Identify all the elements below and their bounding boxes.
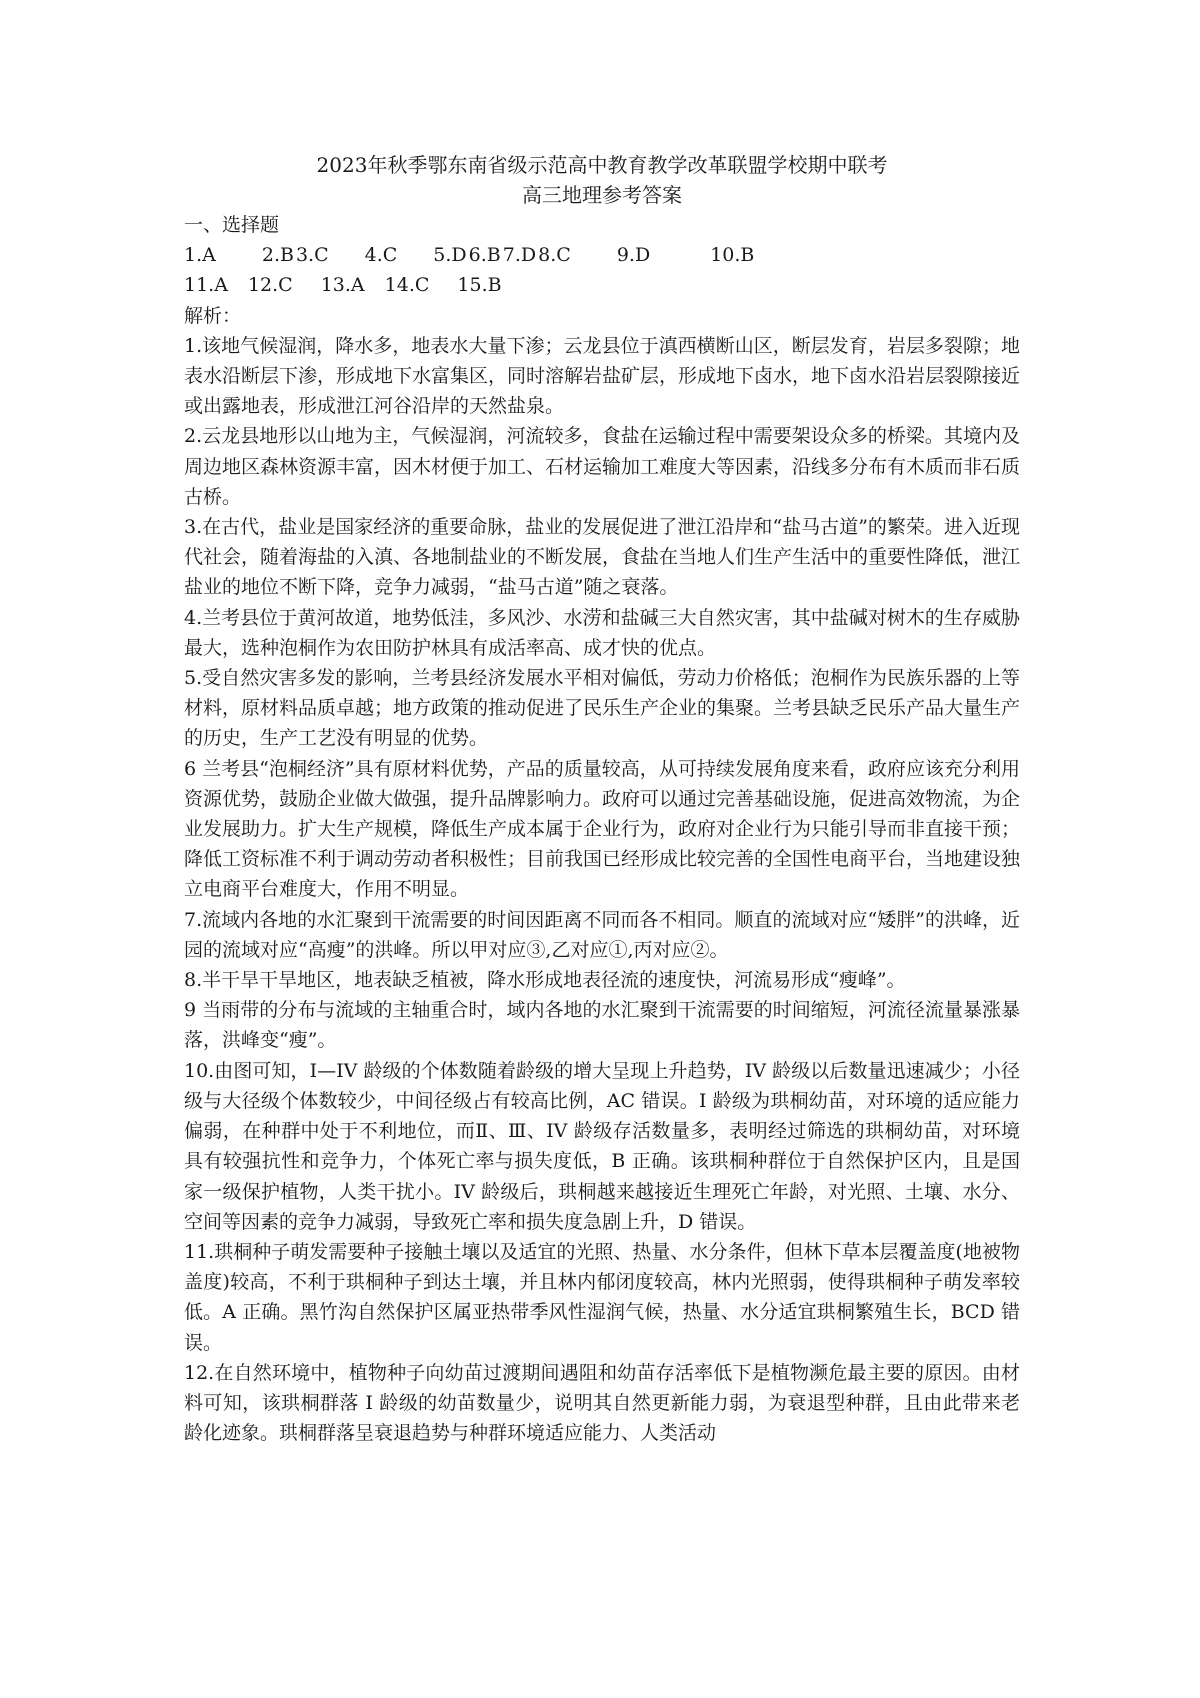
answer-item: 7.D <box>502 244 537 267</box>
answer-item: 15.B <box>457 274 502 297</box>
analysis-item-2: 2.云龙县地形以山地为主，气候湿润，河流较多，食盐在运输过程中需要架设众多的桥梁。其境内及周边地区森林资源丰富，因木材便于加工、石材运输加工难度大等因素，沿线多分布有木质而非石质古桥。 <box>184 425 1021 508</box>
document-title: 2023年秋季鄂东南省级示范高中教育教学改革联盟学校期中联考 <box>316 153 888 177</box>
analysis-item-12: 12.在自然环境中，植物种子向幼苗过渡期间遇阻和幼苗存活率低下是植物濒危最主要的原因。由材料可知，该珙桐群落 I 龄级的幼苗数量少，说明其自然更新能力弱，为衰退型种群，且由此带来老龄化迹象。珙桐群落呈衰退趋势与种群环境适应能力、人类活动 <box>184 1361 1020 1445</box>
analysis-label: 解析： <box>184 304 242 327</box>
analysis-item-9: 9 当雨带的分布与流域的主轴重合时，域内各地的水汇聚到干流需要的时间缩短，河流径流量暴涨暴落，洪峰变“瘦”。 <box>184 999 1020 1052</box>
analysis-item-5: 5.受自然灾害多发的影响，兰考县经济发展水平相对偏低，劳动力价格低；泡桐作为民族乐器的上等材料，原材料品质卓越；地方政策的推动促进了民乐生产企业的集聚。兰考县缺乏民乐产品大量生产的历史，生产工艺没有明显的优势。 <box>184 667 1021 750</box>
analysis-item-6: 6 兰考县“泡桐经济”具有原材料优势，产品的质量较高，从可持续发展角度来看，政府应该充分利用资源优势，鼓励企业做大做强，提升品牌影响力。政府可以通过完善基础设施，促进高效物流，为企业发展助力。扩大生产规模，降低生产成本属于企业行为，政府对企业行为只能引导而非直接干预；降低工资标准不利于调动劳动者积极性；目前我国已经形成比较完善的全国性电商平台，当地建设独立电商平台难度大，作用不明显。 <box>184 757 1021 901</box>
answers-row-2 <box>184 270 1020 300</box>
answer-item: 6.B <box>468 244 501 267</box>
analysis-item-11: 11.珙桐种子萌发需要种子接触土壤以及适宜的光照、热量、水分条件，但林下草本层覆盖度(地被物盖度)较高，不利于珙桐种子到达土壤，并且林内郁闭度较高，林内光照弱，使得珙桐种子萌发率较低。A 正确。黑竹沟自然保护区属亚热带季风性湿润气候，热量、水分适宜珙桐繁殖生长，BCD 错误。 <box>184 1240 1020 1354</box>
answer-item: 5.D <box>433 244 467 267</box>
answer-item: 3.C <box>295 244 329 267</box>
answer-item: 8.C <box>538 244 571 267</box>
analysis-item-7: 7.流域内各地的水汇聚到干流需要的时间因距离不同而各不相同。顺直的流域对应“矮胖”的洪峰，近园的流域对应“高瘦”的洪峰。所以甲对应③,乙对应①,丙对应②。 <box>184 908 1020 961</box>
analysis-item-10: 10.由图可知，I—IV 龄级的个体数随着龄级的增大呈现上升趋势，IV 龄级以后数量迅速减少；小径级与大径级个体数较少，中间径级占有较高比例，AC 错误。I 龄级为珙桐幼苗，对环境的适应能力偏弱，在种群中处于不利地位，而Ⅱ、Ⅲ、IV 龄级存活数量多，表明经过筛选的珙桐幼苗，对环境具有较强抗性和竞争力，个体死亡率与损失度低，B 正确。该珙桐种群位于自然保护区内，且是国家一级保护植物，人类干扰小。IV 龄级后，珙桐越来越接近生理死亡年龄，对光照、土壤、水分、空间等因素的竞争力减弱，导致死亡率和损失度急剧上升，D 错误。 <box>184 1059 1020 1233</box>
analysis-item-3: 3.在古代，盐业是国家经济的重要命脉，盐业的发展促进了泄江沿岸和“盐马古道”的繁荣。进入近现代社会，随着海盐的入滇、各地制盐业的不断发展，食盐在当地人们生产生活中的重要性降低，泄江盐业的地位不断下降，竞争力减弱，“盐马古道”随之衰落。 <box>184 516 1021 599</box>
answer-item: 4.C <box>364 244 398 267</box>
answer-item: 9.D <box>616 244 651 267</box>
document-subtitle: 高三地理参考答案 <box>522 183 682 207</box>
answers-row-1 <box>184 240 1020 270</box>
answer-item: 12.C <box>247 274 293 297</box>
answer-item: 1.A <box>184 244 216 267</box>
answer-item: 13.A <box>320 274 365 297</box>
analysis-item-1: 1.该地气候湿润，降水多，地表水大量下渗；云龙县位于滇西横断山区，断层发育，岩层多裂隙；地表水沿断层下渗，形成地下水富集区，同时溶解岩盐矿层，形成地下卤水，地下卤水沿岩层裂隙接近或出露地表，形成泄江河谷沿岸的天然盐泉。 <box>184 334 1021 418</box>
answer-key-content <box>184 150 1020 1448</box>
answer-item: 10.B <box>710 244 755 267</box>
analysis-item-8: 8.半干旱干旱地区，地表缺乏植被，降水形成地表径流的速度快，河流易形成“瘦峰”。 <box>184 969 906 992</box>
answer-item: 2.B <box>261 244 294 267</box>
answer-item: 11.A <box>184 274 228 297</box>
analysis-item-4: 4.兰考县位于黄河故道，地势低洼，多风沙、水涝和盐碱三大自然灾害，其中盐碱对树木的生存威胁最大，选种泡桐作为农田防护林具有成活率高、成才快的优点。 <box>184 606 1020 659</box>
answer-item: 14.C <box>384 274 430 297</box>
section-heading: 一、选择题 <box>184 214 280 236</box>
